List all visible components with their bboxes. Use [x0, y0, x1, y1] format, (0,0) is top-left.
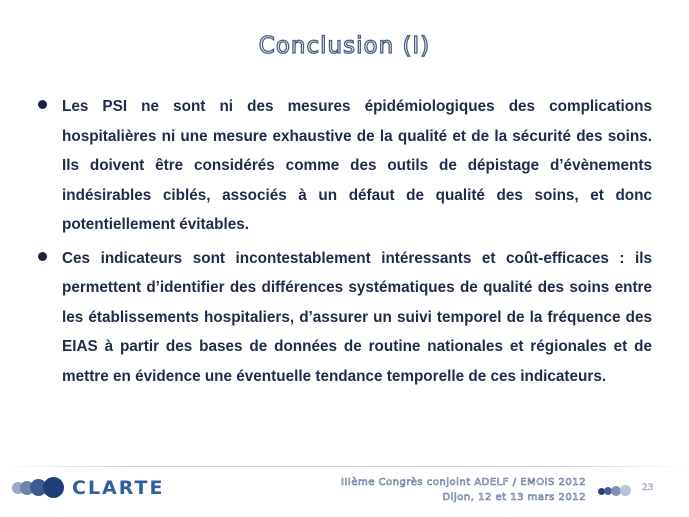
slide-title: Conclusion (I) [258, 33, 431, 59]
conference-info [341, 475, 586, 505]
conference-line-1: IIIème Congrès conjoint ADELF / EMOIS 2012 [340, 477, 586, 488]
bullet-text: Les PSI ne sont ni des mesures épidémiologiques des complications hospitalières ni une mesure exhaustive de la qualité et de la sécurité des soins. Ils doivent être considérés comme des outils de dépistage d’évènements indésirables ciblés, associés à un défaut de qualité des soins, et donc potentiellement évitables. [62, 98, 652, 233]
conference-line-2: Dijon, 12 et 13 mars 2012 [442, 492, 586, 503]
footer-divider [0, 466, 689, 467]
bullet-icon [38, 100, 47, 109]
bullet-item [38, 244, 652, 392]
bullet-item [38, 92, 652, 240]
bullet-list [38, 92, 652, 395]
bullet-icon [38, 252, 47, 261]
logo-text: CLARTE [72, 477, 165, 499]
bullet-text: Ces indicateurs sont incontestablement intéressants et coût-efficaces : ils permettent d’identifier des différences systématiques de qualité des soins entre les établissements hospitaliers, d’assurer un suivi temporel de la fréquence des EIAS à partir des bases de données de routine nationales et régionales et de mettre en évidence une éventuelle tendance temporelle de ces indicateurs. [62, 249, 652, 385]
clarte-logo [12, 476, 164, 500]
small-circles-icon [598, 485, 634, 497]
logo-circles-icon [12, 477, 68, 499]
page-number: 23 [642, 483, 654, 493]
